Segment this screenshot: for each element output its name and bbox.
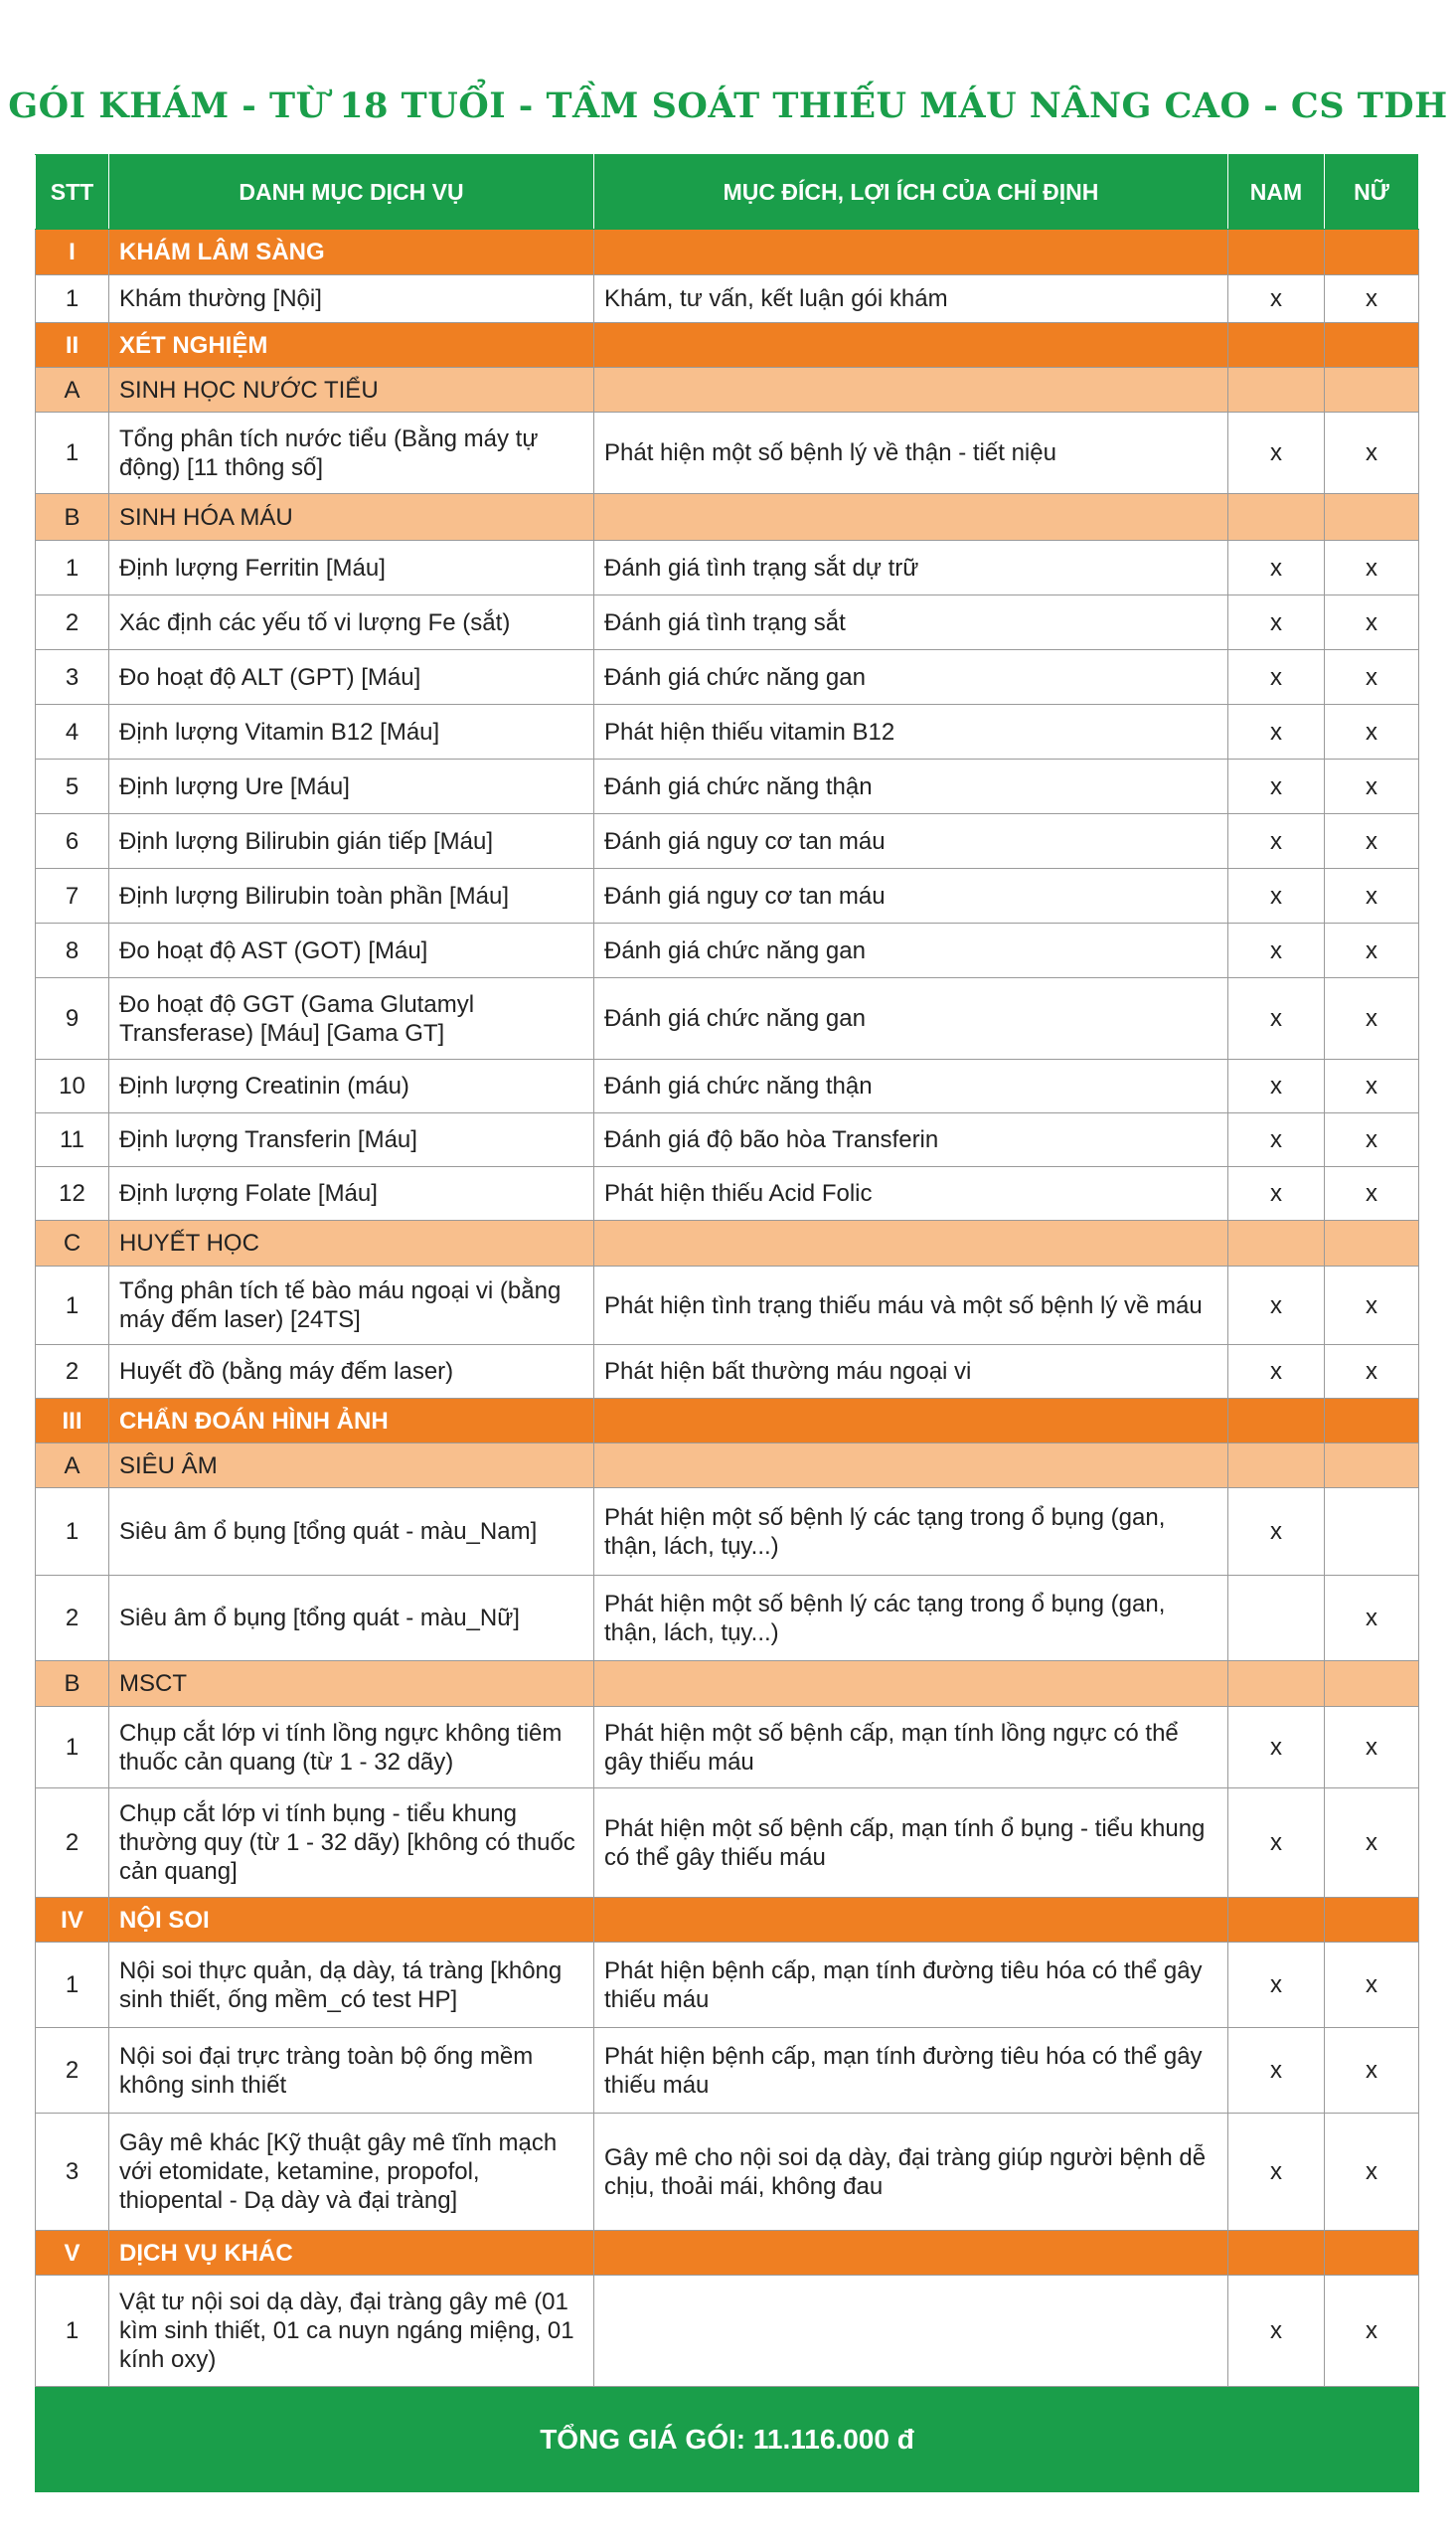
stt-cell: 3 (36, 650, 109, 705)
male-mark: x (1228, 1788, 1325, 1898)
female-mark: x (1325, 924, 1419, 978)
table-row (36, 978, 1419, 1060)
table-row (36, 705, 1419, 760)
table-row (36, 1267, 1419, 1345)
stt-cell: 3 (36, 2114, 109, 2231)
table-row (36, 1576, 1419, 1661)
female-mark: x (1325, 2028, 1419, 2114)
female-mark (1325, 2231, 1419, 2276)
purpose-cell: Đánh giá chức năng gan (594, 924, 1228, 978)
section-row (36, 323, 1419, 368)
stt-cell: 1 (36, 1488, 109, 1576)
stt-cell: II (36, 323, 109, 368)
table-row (36, 275, 1419, 323)
male-mark (1228, 494, 1325, 541)
service-cell: KHÁM LÂM SÀNG (109, 230, 594, 275)
purpose-cell: Đánh giá chức năng gan (594, 650, 1228, 705)
stt-cell: 2 (36, 2028, 109, 2114)
female-mark: x (1325, 2114, 1419, 2231)
stt-cell: III (36, 1399, 109, 1443)
stt-cell: 1 (36, 1943, 109, 2028)
service-cell: Khám thường [Nội] (109, 275, 594, 323)
stt-cell: 1 (36, 413, 109, 494)
male-mark: x (1228, 1345, 1325, 1399)
female-mark: x (1325, 1113, 1419, 1167)
purpose-cell: Khám, tư vấn, kết luận gói khám (594, 275, 1228, 323)
purpose-cell (594, 2231, 1228, 2276)
table-row (36, 2114, 1419, 2231)
service-cell: XÉT NGHIỆM (109, 323, 594, 368)
female-mark (1325, 1443, 1419, 1488)
female-mark: x (1325, 1943, 1419, 2028)
header-stt: STT (36, 155, 109, 230)
male-mark: x (1228, 1488, 1325, 1576)
table-row (36, 1060, 1419, 1113)
male-mark (1228, 1898, 1325, 1943)
purpose-cell (594, 1399, 1228, 1443)
male-mark: x (1228, 275, 1325, 323)
service-cell: Định lượng Bilirubin gián tiếp [Máu] (109, 814, 594, 869)
service-cell: Đo hoạt độ ALT (GPT) [Máu] (109, 650, 594, 705)
service-cell: Định lượng Bilirubin toàn phần [Máu] (109, 869, 594, 924)
purpose-cell (594, 1443, 1228, 1488)
stt-cell: 10 (36, 1060, 109, 1113)
male-mark: x (1228, 1167, 1325, 1221)
female-mark (1325, 230, 1419, 275)
purpose-cell (594, 1661, 1228, 1707)
header-female: NỮ (1325, 155, 1419, 230)
section-row (36, 1898, 1419, 1943)
table-row (36, 413, 1419, 494)
male-mark (1228, 368, 1325, 413)
service-cell: Chụp cắt lớp vi tính lồng ngực không tiêm thuốc cản quang (từ 1 - 32 dãy) (109, 1707, 594, 1788)
purpose-cell: Gây mê cho nội soi dạ dày, đại tràng giúp người bệnh dễ chịu, thoải mái, không đau (594, 2114, 1228, 2231)
table-row (36, 541, 1419, 595)
service-cell: Xác định các yếu tố vi lượng Fe (sắt) (109, 595, 594, 650)
purpose-cell (594, 323, 1228, 368)
service-cell: NỘI SOI (109, 1898, 594, 1943)
male-mark: x (1228, 1943, 1325, 2028)
section-row (36, 2231, 1419, 2276)
service-cell: Gây mê khác [Kỹ thuật gây mê tĩnh mạch với etomidate, ketamine, propofol, thiopental - Dạ dày và đại tràng] (109, 2114, 594, 2231)
purpose-cell (594, 230, 1228, 275)
male-mark: x (1228, 650, 1325, 705)
female-mark: x (1325, 1576, 1419, 1661)
service-cell: Tổng phân tích tế bào máu ngoại vi (bằng máy đếm laser) [24TS] (109, 1267, 594, 1345)
male-mark (1228, 2231, 1325, 2276)
male-mark (1228, 1221, 1325, 1267)
service-cell: DỊCH VỤ KHÁC (109, 2231, 594, 2276)
service-cell: HUYẾT HỌC (109, 1221, 594, 1267)
male-mark: x (1228, 2114, 1325, 2231)
service-cell: Nội soi đại trực tràng toàn bộ ống mềm không sinh thiết (109, 2028, 594, 2114)
male-mark: x (1228, 1267, 1325, 1345)
service-cell: Đo hoạt độ AST (GOT) [Máu] (109, 924, 594, 978)
female-mark: x (1325, 869, 1419, 924)
stt-cell: 5 (36, 760, 109, 814)
stt-cell: 8 (36, 924, 109, 978)
purpose-cell (594, 368, 1228, 413)
female-mark (1325, 1661, 1419, 1707)
header-purpose: MỤC ĐÍCH, LỢI ÍCH CỦA CHỈ ĐỊNH (594, 155, 1228, 230)
service-cell: Siêu âm ổ bụng [tổng quát - màu_Nam] (109, 1488, 594, 1576)
female-mark: x (1325, 814, 1419, 869)
service-cell: SINH HÓA MÁU (109, 494, 594, 541)
stt-cell: 4 (36, 705, 109, 760)
table-row (36, 760, 1419, 814)
male-mark: x (1228, 413, 1325, 494)
service-cell: Định lượng Folate [Máu] (109, 1167, 594, 1221)
stt-cell: 9 (36, 978, 109, 1060)
header-service: DANH MỤC DỊCH VỤ (109, 155, 594, 230)
male-mark (1228, 1661, 1325, 1707)
female-mark (1325, 368, 1419, 413)
female-mark: x (1325, 705, 1419, 760)
male-mark: x (1228, 2276, 1325, 2387)
subsection-row (36, 1661, 1419, 1707)
stt-cell: 12 (36, 1167, 109, 1221)
stt-cell: 11 (36, 1113, 109, 1167)
female-mark (1325, 1221, 1419, 1267)
female-mark: x (1325, 1788, 1419, 1898)
stt-cell: V (36, 2231, 109, 2276)
table-row (36, 1707, 1419, 1788)
female-mark: x (1325, 1345, 1419, 1399)
male-mark (1228, 1576, 1325, 1661)
stt-cell: 1 (36, 1707, 109, 1788)
table-row (36, 1488, 1419, 1576)
female-mark (1325, 1488, 1419, 1576)
table-row (36, 869, 1419, 924)
female-mark: x (1325, 650, 1419, 705)
male-mark (1228, 1399, 1325, 1443)
purpose-cell: Phát hiện một số bệnh lý các tạng trong ổ bụng (gan, thận, lách, tụy...) (594, 1576, 1228, 1661)
table-row (36, 2028, 1419, 2114)
table-row (36, 1943, 1419, 2028)
purpose-cell: Phát hiện thiếu vitamin B12 (594, 705, 1228, 760)
purpose-cell: Phát hiện một số bệnh cấp, mạn tính ổ bụng - tiểu khung có thể gây thiếu máu (594, 1788, 1228, 1898)
female-mark: x (1325, 1707, 1419, 1788)
female-mark (1325, 1399, 1419, 1443)
stt-cell: 2 (36, 595, 109, 650)
section-row (36, 1399, 1419, 1443)
purpose-cell: Đánh giá chức năng gan (594, 978, 1228, 1060)
service-cell: Định lượng Ure [Máu] (109, 760, 594, 814)
service-cell: Định lượng Transferin [Máu] (109, 1113, 594, 1167)
total-row (36, 2387, 1419, 2492)
purpose-cell: Phát hiện bất thường máu ngoại vi (594, 1345, 1228, 1399)
purpose-cell (594, 1898, 1228, 1943)
purpose-cell: Phát hiện bệnh cấp, mạn tính đường tiêu hóa có thể gây thiếu máu (594, 1943, 1228, 2028)
male-mark: x (1228, 1113, 1325, 1167)
male-mark: x (1228, 978, 1325, 1060)
purpose-cell: Đánh giá nguy cơ tan máu (594, 869, 1228, 924)
service-cell: Huyết đồ (bằng máy đếm laser) (109, 1345, 594, 1399)
male-mark (1228, 1443, 1325, 1488)
stt-cell: 7 (36, 869, 109, 924)
purpose-cell: Phát hiện thiếu Acid Folic (594, 1167, 1228, 1221)
service-cell: Định lượng Ferritin [Máu] (109, 541, 594, 595)
male-mark: x (1228, 2028, 1325, 2114)
female-mark: x (1325, 760, 1419, 814)
stt-cell: 1 (36, 541, 109, 595)
female-mark: x (1325, 595, 1419, 650)
male-mark: x (1228, 760, 1325, 814)
female-mark: x (1325, 1060, 1419, 1113)
stt-cell: I (36, 230, 109, 275)
purpose-cell: Đánh giá tình trạng sắt dự trữ (594, 541, 1228, 595)
purpose-cell: Đánh giá chức năng thận (594, 1060, 1228, 1113)
male-mark: x (1228, 869, 1325, 924)
service-cell: SIÊU ÂM (109, 1443, 594, 1488)
service-cell: MSCT (109, 1661, 594, 1707)
male-mark: x (1228, 541, 1325, 595)
purpose-cell (594, 494, 1228, 541)
table-row (36, 924, 1419, 978)
purpose-cell: Đánh giá tình trạng sắt (594, 595, 1228, 650)
stt-cell: B (36, 494, 109, 541)
service-cell: Vật tư nội soi dạ dày, đại tràng gây mê (01 kìm sinh thiết, 01 ca nuyn ngáng miệng, 01 kính oxy) (109, 2276, 594, 2387)
stt-cell: 2 (36, 1345, 109, 1399)
female-mark: x (1325, 1167, 1419, 1221)
table-row (36, 1788, 1419, 1898)
subsection-row (36, 1443, 1419, 1488)
female-mark: x (1325, 413, 1419, 494)
service-cell: Chụp cắt lớp vi tính bụng - tiểu khung thường quy (từ 1 - 32 dãy) [không có thuốc cản quang] (109, 1788, 594, 1898)
female-mark (1325, 1898, 1419, 1943)
page-title: GÓI KHÁM - TỪ 18 TUỔI - TẦM SOÁT THIẾU MÁU NÂNG CAO - CS TDH (8, 85, 1448, 126)
table-row (36, 1345, 1419, 1399)
stt-cell: 2 (36, 1788, 109, 1898)
male-mark (1228, 323, 1325, 368)
stt-cell: IV (36, 1898, 109, 1943)
stt-cell: 2 (36, 1576, 109, 1661)
female-mark: x (1325, 2276, 1419, 2387)
subsection-row (36, 368, 1419, 413)
male-mark: x (1228, 1060, 1325, 1113)
service-table (35, 154, 1419, 2492)
female-mark (1325, 494, 1419, 541)
total-price: TỔNG GIÁ GÓI: 11.116.000 đ (36, 2387, 1419, 2492)
stt-cell: A (36, 1443, 109, 1488)
male-mark: x (1228, 705, 1325, 760)
stt-cell: C (36, 1221, 109, 1267)
stt-cell: 1 (36, 1267, 109, 1345)
service-cell: Đo hoạt độ GGT (Gama Glutamyl Transferase) [Máu] [Gama GT] (109, 978, 594, 1060)
stt-cell: 1 (36, 2276, 109, 2387)
service-cell: Nội soi thực quản, dạ dày, tá tràng [không sinh thiết, ống mềm_có test HP] (109, 1943, 594, 2028)
female-mark: x (1325, 978, 1419, 1060)
male-mark: x (1228, 814, 1325, 869)
subsection-row (36, 494, 1419, 541)
male-mark (1228, 230, 1325, 275)
service-cell: SINH HỌC NƯỚC TIỂU (109, 368, 594, 413)
table-row (36, 1113, 1419, 1167)
stt-cell: 1 (36, 275, 109, 323)
table-row (36, 814, 1419, 869)
header-male: NAM (1228, 155, 1325, 230)
purpose-cell: Đánh giá chức năng thận (594, 760, 1228, 814)
purpose-cell: Đánh giá nguy cơ tan máu (594, 814, 1228, 869)
male-mark: x (1228, 1707, 1325, 1788)
purpose-cell: Đánh giá độ bão hòa Transferin (594, 1113, 1228, 1167)
service-cell: Định lượng Vitamin B12 [Máu] (109, 705, 594, 760)
table-row (36, 2276, 1419, 2387)
purpose-cell (594, 1221, 1228, 1267)
female-mark: x (1325, 1267, 1419, 1345)
table-row (36, 650, 1419, 705)
subsection-row (36, 1221, 1419, 1267)
section-row (36, 230, 1419, 275)
table-row (36, 595, 1419, 650)
purpose-cell: Phát hiện tình trạng thiếu máu và một số bệnh lý về máu (594, 1267, 1228, 1345)
female-mark: x (1325, 275, 1419, 323)
purpose-cell: Phát hiện một số bệnh lý về thận - tiết niệu (594, 413, 1228, 494)
service-cell: Siêu âm ổ bụng [tổng quát - màu_Nữ] (109, 1576, 594, 1661)
purpose-cell: Phát hiện một số bệnh cấp, mạn tính lồng ngực có thể gây thiếu máu (594, 1707, 1228, 1788)
table-row (36, 1167, 1419, 1221)
stt-cell: 6 (36, 814, 109, 869)
table-body (36, 230, 1419, 2387)
purpose-cell: Phát hiện bệnh cấp, mạn tính đường tiêu hóa có thể gây thiếu máu (594, 2028, 1228, 2114)
female-mark (1325, 323, 1419, 368)
purpose-cell (594, 2276, 1228, 2387)
stt-cell: B (36, 1661, 109, 1707)
stt-cell: A (36, 368, 109, 413)
table-header-row (36, 155, 1419, 230)
service-cell: Tổng phân tích nước tiểu (Bằng máy tự động) [11 thông số] (109, 413, 594, 494)
service-cell: Định lượng Creatinin (máu) (109, 1060, 594, 1113)
male-mark: x (1228, 595, 1325, 650)
service-cell: CHẨN ĐOÁN HÌNH ẢNH (109, 1399, 594, 1443)
female-mark: x (1325, 541, 1419, 595)
purpose-cell: Phát hiện một số bệnh lý các tạng trong ổ bụng (gan, thận, lách, tụy...) (594, 1488, 1228, 1576)
male-mark: x (1228, 924, 1325, 978)
